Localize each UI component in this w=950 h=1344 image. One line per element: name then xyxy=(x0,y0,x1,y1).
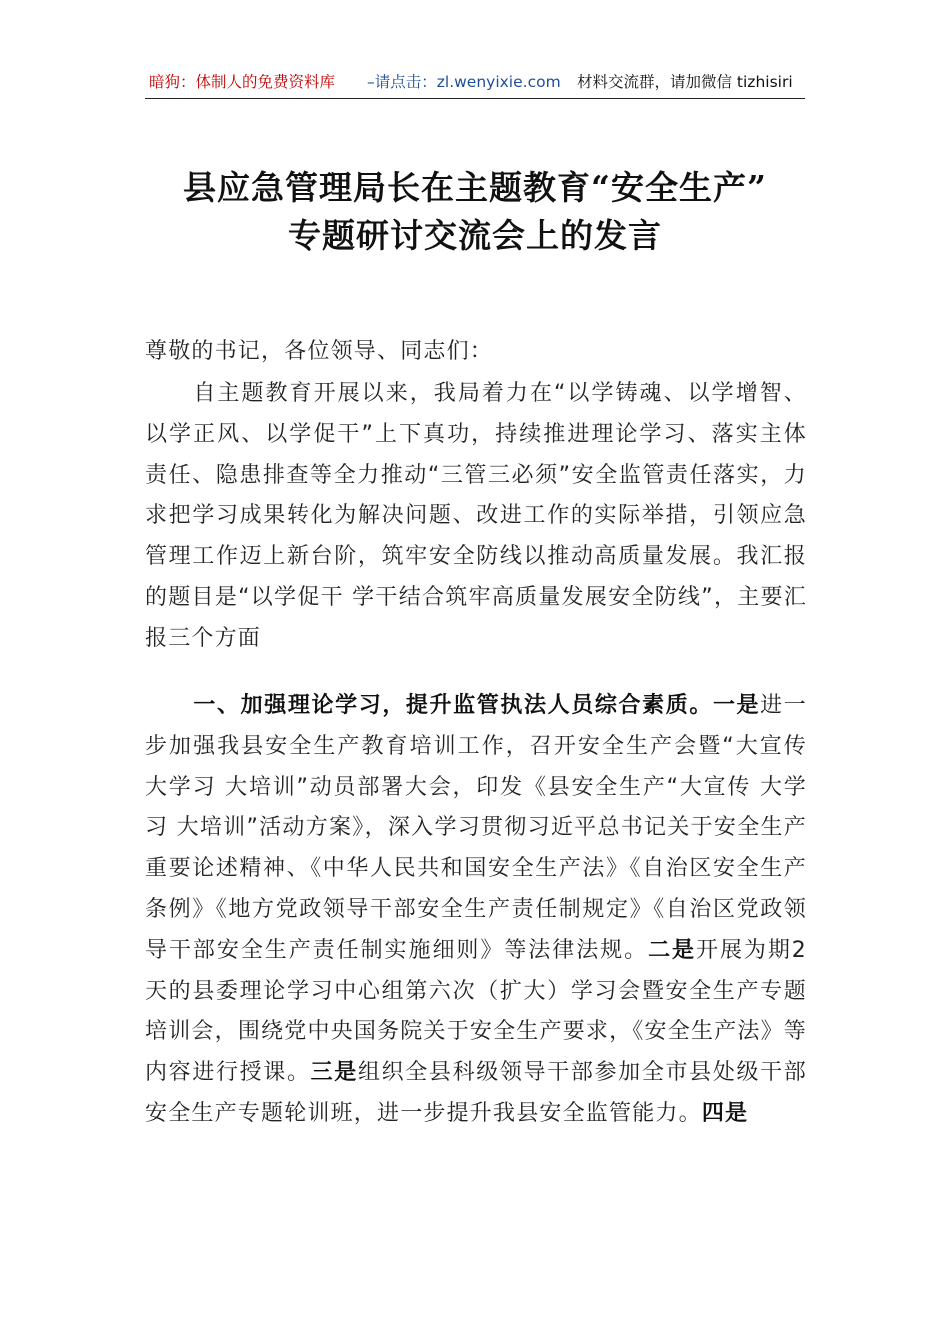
section-text-one: 进一步加强我县安全生产教育培训工作，召开安全生产会暨“大宣传 大学习 大培训”动员部署大会，印发《县安全生产“大宣传 大学习 大培训”活动方案》，深入学习贯彻习近平总书记关于安全生产重要论述精神、《中华人民共和国安全生产法》《自治区安全生产条例》《地方党政领导干部安全生产责任制规定》《自治区党政领导干部安全生产责任制实施细则》等法律法规。 xyxy=(145,693,807,963)
section-heading: 一、加强理论学习，提升监管执法人员综合素质。 xyxy=(193,693,713,718)
salutation: 尊敬的书记，各位领导、同志们： xyxy=(145,339,494,364)
header-wechat-note: 材料交流群，请加微信 tizhisiri xyxy=(577,73,793,91)
lead-two: 二是 xyxy=(648,937,696,963)
header-site-name: 暗狗：体制人的免费资料库 xyxy=(149,73,336,91)
document-title-line2: 专题研讨交流会上的发言 xyxy=(288,216,662,255)
document-title-line1: 县应急管理局长在主题教育“安全生产” xyxy=(183,168,767,207)
header-banner xyxy=(145,68,805,99)
paragraph-section-one xyxy=(145,686,807,1135)
section-text-two: 开展为期2天的县委理论学习中心组第六次（扩大）学习会暨安全生产专题培训会，围绕党中央国务院关于安全生产要求，《安全生产法》等内容进行授课。 xyxy=(145,937,808,1086)
section-text-three: 组织全县科级领导干部参加全市县处级干部安全生产专题轮训班，进一步提升我县安全监管能力。 xyxy=(145,1060,807,1126)
paragraph-intro: 自主题教育开展以来，我局着力在“以学铸魂、以学增智、以学正风、以学促干”上下真功，持续推进理论学习、落实主体责任、隐患排查等全力推动“三管三必须”安全监管责任落实，力求把学习成果转化为解决问题、改进工作的实际举措，引领应急管理工作迈上新台阶，筑牢安全防线以推动高质量发展。我汇报的题目是“以学促干 学干结合筑牢高质量发展安全防线”，主要汇报三个方面 xyxy=(145,381,807,651)
lead-three: 三是 xyxy=(310,1060,358,1086)
lead-one: 一是 xyxy=(712,693,761,718)
header-link[interactable]: –请点击：zl.wenyixie.com xyxy=(367,73,561,91)
lead-four: 四是 xyxy=(701,1100,749,1126)
